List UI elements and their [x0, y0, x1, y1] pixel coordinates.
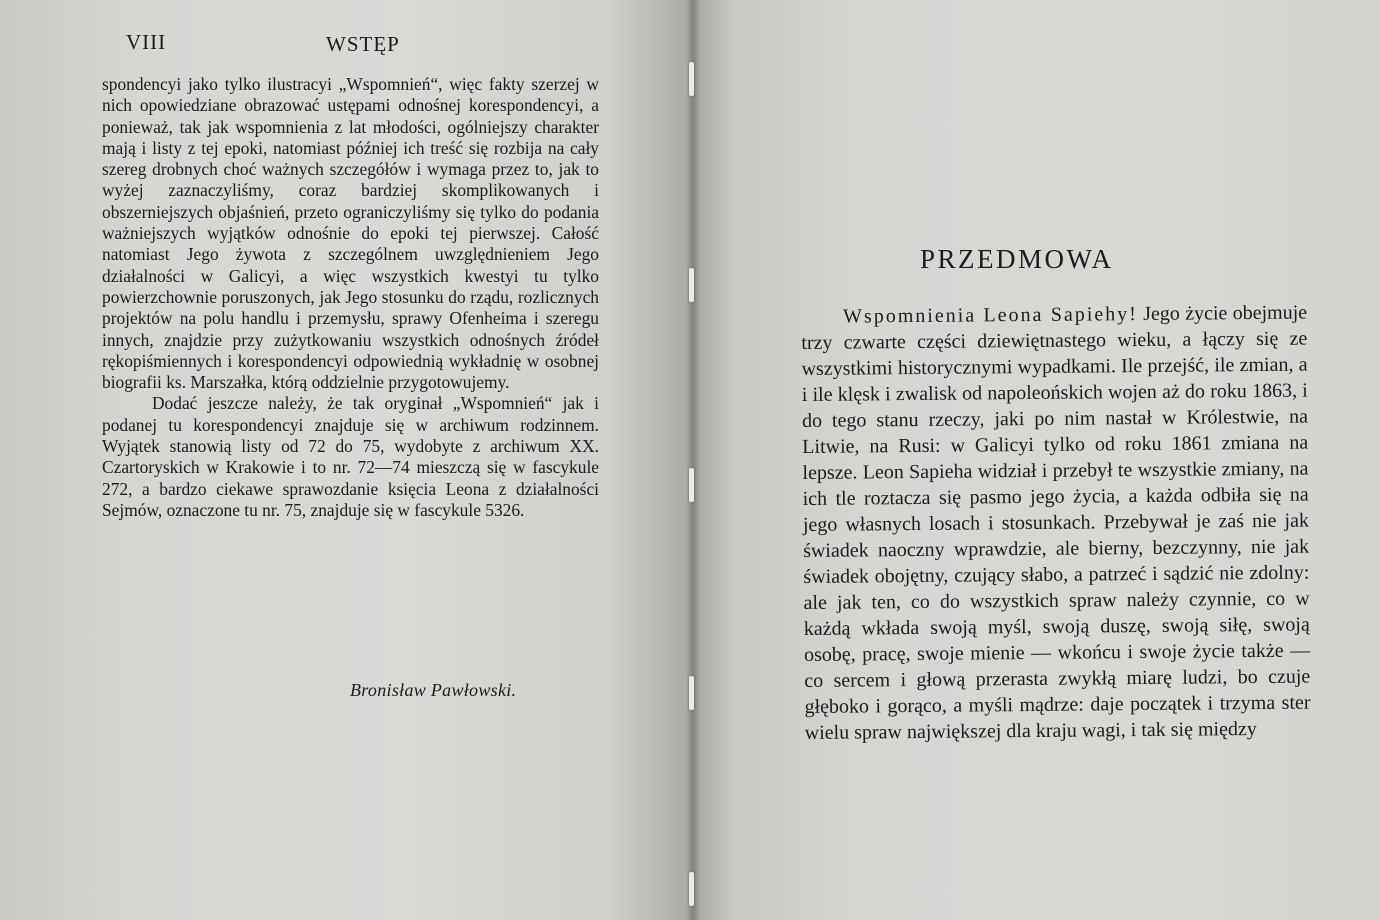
left-paragraph-2: Dodać jeszcze należy, że tak oryginał „Wspomnień“ jak i podanej tu korespondencyi znajduje się w archiwum rodzinnem. Wyjątek stanowią listy od 72 do 75, wydobyte z archiwum XX. Czartoryskich w Krakowie i to nr. 72—74 mieszczą się w fascykule 272, a bardzo ciekawe sprawozdanie księcia Leona z działalności Sejmów, oznaczone tu nr. 75, znajduje się w fascykule 5326. — [102, 393, 599, 520]
chapter-title: PRZEDMOWA — [920, 244, 1114, 274]
opening-phrase: Wspomnienia Leona Sapiehy! — [843, 303, 1138, 328]
binding-stitch — [689, 268, 694, 302]
book-gutter — [686, 0, 700, 920]
binding-stitch — [689, 676, 694, 710]
right-paragraph-text: Jego życie obejmuje trzy czwarte części dziewiętnastego wieku, a łączy się ze wszystkimi historycznymi wypadkami. Ile przejść, ile zmian, a i ile klęsk i zwalisk od napoleońskich wojen aż do roku 1863, i do tego stanu rzeczy, jaki po nim nastał w Królestwie, na Litwie, na Rusi: w Galicyi tylko od roku 1861 zmiana na lepsze. Leon Sapieha widział i przebył te wszystkie zmiany, na ich tle roztacza się pasmo jego życia, a każda odbiła się na jego własnych losach i stosunkach. Przebywał je zaś nie jak świadek naoczny wprawdzie, ale bierny, bezczynny, nie jak świadek obojętny, czujący słabo, a patrzeć i sądzić nie zdolny: ale jak ten, co do wszystkich spraw należy czynnie, co w każdą wkłada swoją myśl, swoją duszę, swoją siłę, swoją osobę, pracę, swoje mienie — wkońcu i swoje życie także — co sercem i głową przerasta zwykłą miarę ludzi, bo czuje głęboko i gorąco, a myśli mądrze: daje początek i trzyma ster wielu spraw największej dla kraju wagi, i tak się między — [801, 301, 1311, 744]
signature: Bronisław Pawłowski. — [350, 680, 517, 700]
page-number: VIII — [126, 30, 167, 54]
binding-stitch — [689, 872, 694, 906]
running-head-title: WSTĘP — [326, 32, 400, 56]
left-body-text — [102, 74, 599, 521]
binding-stitch — [689, 468, 694, 502]
right-body-text — [801, 300, 1311, 746]
right-paragraph-1 — [801, 300, 1311, 746]
binding-stitch — [689, 62, 694, 96]
left-paragraph-1: spondencyi jako tylko ilustracyi „Wspomnień“, więc fakty szerzej w nich opowiedziane obrazować ustępami odnośnej korespondencyi, a ponieważ, tak jak wspomnienia z lat młodości, ogólniejszy charakter mają i listy z tej epoki, natomiast później ich treść się rozbija na cały szereg drobnych choć ważnych szczegółów i wymaga przez to, jak to wyżej zaznaczyliśmy, coraz bardziej skomplikowanych i obszerniejszych objaśnień, przeto ograniczyliśmy się tylko do podania ważniejszych wyjątków odnośnie do epoki tej pierwszej. Całość natomiast Jego żywota z szczególnem uwzględnieniem Jego działalności w Galicyi, a więc wszystkich kwestyi tu tylko powierzchownie poruszonych, jak Jego stosunku do rządu, rozlicznych projektów na polu handlu i przemysłu, sprawy Ofenheima i szeregu innych, znajdzie przy zużytkowaniu wszystkich odnośnych źródeł rękopiśmiennych i korespondencyi odpowiednią wykładnię w osobnej biografii ks. Marszałka, którą oddzielnie przygotowujemy. — [102, 74, 599, 393]
